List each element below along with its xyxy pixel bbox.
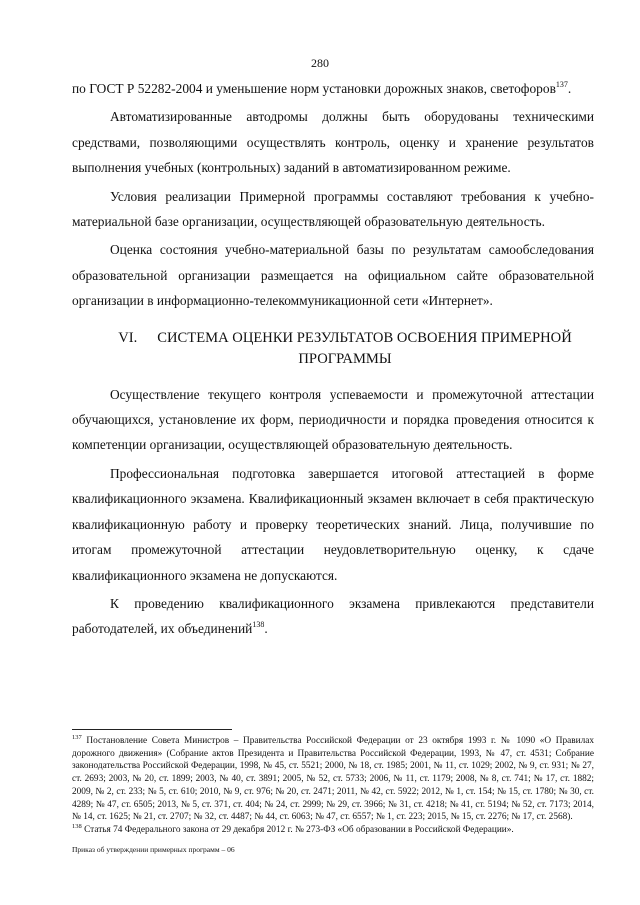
- paragraph-training: Профессиональная подготовка завершается итоговой аттестацией в форме квалификационного экзамена. Квалификационный экзамен включает в себя практическую квалификационную работу и проверку теоретических знаний. Лица, получившие по итогам промежуточной аттестации неудовлетворительную оценку, к сдаче квалификационного экзамена не допускаются.: [72, 465, 594, 583]
- footnote-text: Статья 74 Федерального закона от 29 декабря 2012 г. № 273-ФЗ «Об образовании в Российской Федерации».: [84, 824, 514, 835]
- paragraph-conditions: Условия реализации Примерной программы составляют требования к учебно-материальной базе организации, осуществляющей образовательную деятельность.: [72, 188, 594, 230]
- footnote-number: 138: [72, 822, 82, 830]
- section-heading: [72, 328, 594, 370]
- footnote-text: Постановление Совета Министров – Правительства Российской Федерации от 23 октября 1993 г. № 1090 «О Правилах дорожного движения» (Собрание актов Президента и Правительства Российской Федерации, 1993, № 47, ст. 4531; Собрание законодательства Российской Федерации, 1998, № 45, ст. 5521; 2000, № 18, ст. 1985; 2001, № 11, ст. 1029; 2002, № 9, ст. 931; № 27, ст. 2693; 2003, № 20, ст. 1899; 2003, № 40, ст. 3891; 2005, № 52, ст. 5733; 2006, № 11, ст. 1179; 2008, № 8, ст. 741; № 17, ст. 1882; 2009, № 2, ст. 233; № 5, ст. 610; 2010, № 9, ст. 976; № 20, ст. 2471; 2011, № 42, ст. 5922; 2012, № 1, ст. 154; № 15, ст. 1780; № 30, ст. 4289; № 47, ст. 6505; 2013, № 5, ст. 371, ст. 404; № 24, ст. 2999; № 29, ст. 3966; № 31, ст. 4218; № 41, ст. 5194; № 52, ст. 7173; 2014, № 14, ст. 1625; № 21, ст. 2707; № 32, ст. 4487; № 44, ст. 6063; № 47, ст. 6557; № 1, ст. 223; 2015, № 15, ст. 2276; № 17, ст. 2568).: [72, 736, 594, 823]
- footnote-divider: [72, 729, 232, 730]
- footnote-ref-138[interactable]: 138: [252, 620, 265, 630]
- section-number: VI.: [118, 329, 138, 346]
- footnotes: [72, 735, 594, 837]
- paragraph-gost: по ГОСТ Р 52282-2004 и уменьшение норм установки дорожных знаков, светофоров$^{137}$.: [72, 80, 572, 96]
- footnote-number: 137: [72, 734, 82, 741]
- paragraph-autodromes: Автоматизированные автодромы должны быть оборудованы техническими средствами, позволяющими осуществлять контроль, оценку и хранение результатов выполнения учебных (контрольных) заданий в автоматизированном режиме.: [72, 109, 594, 176]
- section-title: СИСТЕМА ОЦЕНКИ РЕЗУЛЬТАТОВ ОСВОЕНИЯ ПРИМЕРНОЙ ПРОГРАММЫ: [157, 329, 572, 367]
- page-footer: Приказ об утверждении примерных программ – 06: [72, 845, 235, 854]
- footnote-138: [72, 824, 594, 837]
- paragraph-text: К проведению квалификационного экзамена привлекаются представители работодателей, их объединений: [72, 595, 594, 637]
- paragraph-control: Осуществление текущего контроля успеваемости и промежуточной аттестации обучающихся, установление их форм, периодичности и порядка проведения относится к компетенции организации, осуществляющей образовательную деятельность.: [72, 386, 594, 453]
- paragraph-text: по ГОСТ Р 52282-2004 и уменьшение норм установки дорожных знаков, светофоров: [72, 81, 556, 96]
- page-number: 280: [311, 56, 329, 70]
- paragraph-assessment: Оценка состояния учебно-материальной базы по результатам самообследования образовательной организации размещается на официальном сайте образовательной организации в информационно-телекоммуникационной сети «Интернет».: [72, 242, 594, 309]
- document-body: [72, 76, 594, 642]
- footnote-137: [72, 735, 594, 824]
- paragraph-exam: К проведению квалификационного экзамена привлекаются представители работодателей, их объединений$^{138}$.: [72, 595, 594, 637]
- footnote-ref-137[interactable]: 137: [555, 80, 568, 89]
